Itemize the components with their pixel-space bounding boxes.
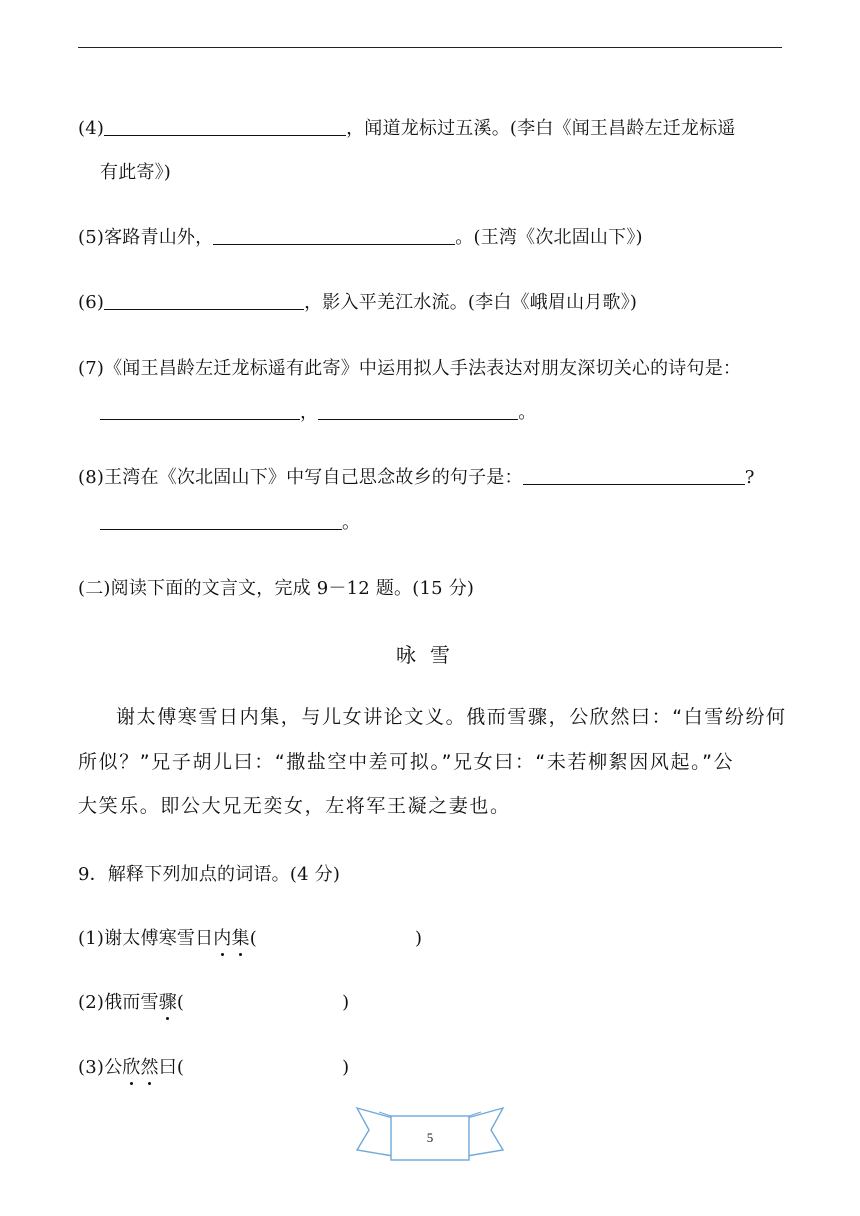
question-9-heading: 9．解释下列加点的词语。(4 分) [78, 864, 341, 885]
question-7-answers: ， 。 [100, 400, 804, 426]
answer-blank[interactable] [104, 117, 346, 136]
answer-blank[interactable] [100, 511, 342, 530]
question-9-item-2: (2)俄而雪骤( ) [78, 990, 782, 1016]
emphasis-dot-char: 内 [213, 926, 231, 952]
question-7: (7)《闻王昌龄左迁龙标遥有此寄》中运用拟人手法表达对朋友深切关心的诗句是： [78, 358, 742, 379]
passage-line: 所似？”兄子胡儿曰：“撒盐空中差可拟。”兄女曰：“未若柳絮因风起。”公 [78, 751, 735, 773]
answer-blank[interactable] [523, 466, 745, 485]
question-8: (8)王湾在《次北固山下》中写自己思念故乡的句子是： ? [78, 467, 755, 488]
question-9-item-3: (3)公欣然曰( ) [78, 1055, 782, 1081]
question-4: (4) ，闻道龙标过五溪。(李白《闻王昌龄左迁龙标遥 [78, 118, 736, 139]
page-number: 5 [426, 1130, 434, 1145]
answer-blank[interactable] [104, 291, 304, 310]
answer-blank[interactable] [318, 401, 518, 420]
section-2-heading: (二)阅读下面的文言文，完成 9－12 题。(15 分) [78, 578, 475, 599]
emphasis-dot-char: 然 [141, 1055, 159, 1081]
question-6: (6) ，影入平羌江水流。(李白《峨眉山月歌》) [78, 292, 638, 313]
page-number-ribbon [355, 1104, 505, 1168]
passage-line: 谢太傅寒雪日内集，与儿女讲论文义。俄而雪骤，公欣然曰：“白雪纷纷何 [116, 706, 787, 728]
answer-blank[interactable] [100, 401, 300, 420]
header-rule [78, 47, 782, 48]
question-8-answer: 。 [100, 510, 804, 536]
answer-blank[interactable] [213, 226, 455, 245]
question-5: (5)客路青山外， 。(王湾《次北固山下》) [78, 227, 643, 248]
question-4-continued: 有此寄》) [100, 162, 172, 183]
emphasis-dot-char: 集 [232, 926, 250, 952]
question-9-item-1: (1)谢太傅寒雪日内集( ) [78, 926, 782, 952]
emphasis-dot-char: 骤 [159, 990, 177, 1016]
emphasis-dot-char: 欣 [122, 1055, 140, 1081]
passage-title: 咏雪 [396, 643, 464, 667]
passage-line: 大笑乐。即公大兄无奕女，左将军王凝之妻也。 [78, 795, 511, 817]
